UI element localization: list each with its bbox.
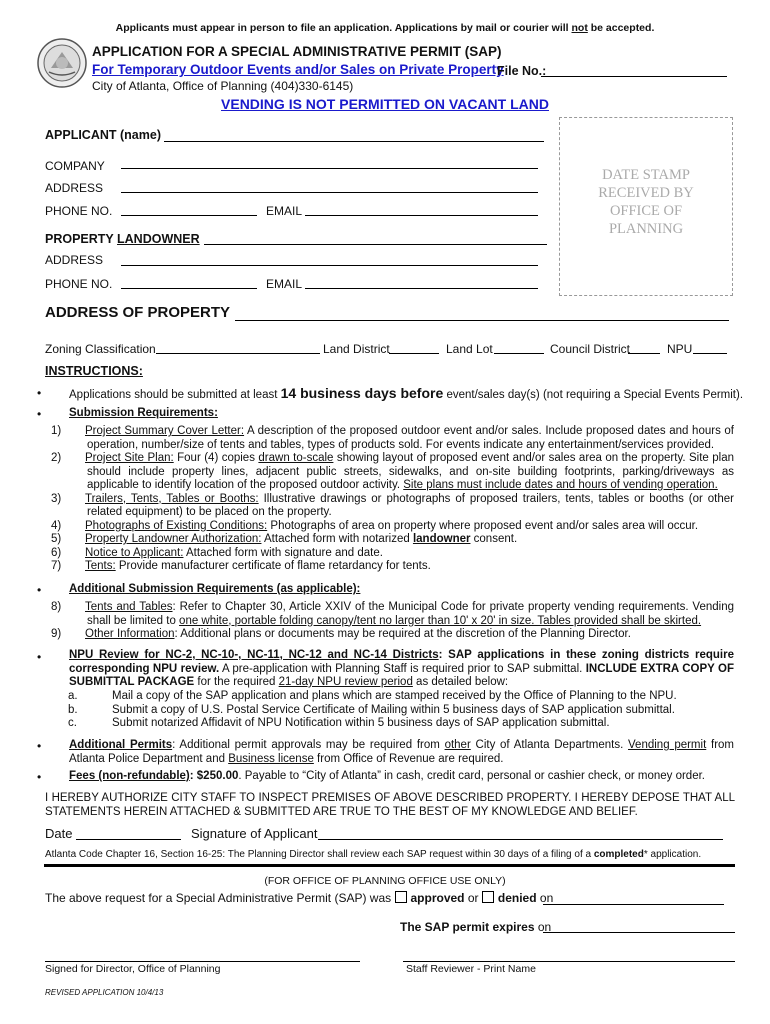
- zoning-field[interactable]: [156, 353, 320, 354]
- signature-field[interactable]: [318, 839, 723, 840]
- council-district-label: Council District: [550, 342, 631, 356]
- revision-note: REVISED APPLICATION 10/4/13: [45, 988, 164, 997]
- landowner-phone-field[interactable]: [121, 288, 257, 289]
- submission-requirements-heading: Submission Requirements:: [69, 407, 218, 419]
- list-item: c. Submit notarized Affidavit of NPU Notification within 5 business days of SAP application submittal.: [68, 717, 610, 729]
- landowner-phone-label: PHONE NO.: [45, 277, 113, 291]
- decision-line: The above request for a Special Administrative Permit (SAP) was approved or denied on: [45, 891, 554, 905]
- landowner-email-label: EMAIL: [266, 277, 303, 291]
- landowner-email-field[interactable]: [305, 288, 538, 289]
- council-district-field[interactable]: [628, 353, 660, 354]
- bullet-icon: •: [37, 407, 42, 421]
- land-district-label: Land District: [323, 342, 390, 356]
- property-address-field[interactable]: [235, 320, 729, 321]
- form-subtitle: For Temporary Outdoor Events and/or Sales on Private Property: [92, 62, 504, 77]
- landowner-name-field[interactable]: [204, 244, 547, 245]
- office-contact: City of Atlanta, Office of Planning (404)330-6145): [92, 79, 354, 93]
- zoning-label: Zoning Classification: [45, 342, 156, 356]
- list-item: a. Mail a copy of the SAP application and plans which are stamped received by the Office of Planning to the NPU.: [68, 690, 677, 702]
- date-stamp-box: [559, 117, 733, 296]
- denied-checkbox[interactable]: [482, 891, 494, 903]
- staff-reviewer-label: Staff Reviewer - Print Name: [406, 963, 536, 975]
- company-field[interactable]: [121, 168, 538, 169]
- applicant-phone-label: PHONE NO.: [45, 204, 113, 218]
- npu-steps-list: [68, 690, 730, 731]
- bullet-icon: •: [37, 583, 42, 597]
- landowner-address-field[interactable]: [121, 265, 538, 266]
- additional-requirements-heading: Additional Submission Requirements (as applicable):: [69, 583, 361, 595]
- code-note: Atlanta Code Chapter 16, Section 16-25: The Planning Director shall review each SAP request within 30 days of a filing of a completed* application.: [45, 849, 702, 860]
- form-title: APPLICATION FOR A SPECIAL ADMINISTRATIVE PERMIT (SAP): [92, 44, 502, 59]
- submission-requirements-list: [51, 425, 734, 574]
- stamp-line: RECEIVED BY: [598, 185, 694, 201]
- fees-text: Fees (non-refundable): $250.00. Payable to “City of Atlanta” in cash, credit card, personal or cashier check, or money order.: [69, 770, 705, 782]
- npu-label: NPU: [667, 342, 693, 356]
- list-item: 3) Trailers, Tents, Tables or Booths: Illustrative drawings or photographs of proposed trailers, tents, tables or booths (or other related equipment) to be placed on the property.: [51, 492, 734, 518]
- npu-field[interactable]: [693, 353, 727, 354]
- instruction-deadline: Applications should be submitted at least 14 business days before event/sales day(s) (not requiring a Special Events Permit).: [69, 385, 744, 401]
- applicant-email-label: EMAIL: [266, 204, 303, 218]
- stamp-line: OFFICE OF: [609, 203, 683, 219]
- npu-review-text: NPU Review for NC-2, NC-10-, NC-11, NC-12 and NC-14 Districts: SAP applications in these zoning districts require corresponding NPU review. A pre-application with Planning Staff is required prior to SAP submittal. INCLUDE EXTRA COPY OF SUBMITTAL PACKAGE for the required 21-day NPU review period as detailed below:: [69, 649, 735, 688]
- decision-date-field[interactable]: [543, 904, 724, 905]
- applicant-name-field[interactable]: [164, 141, 544, 142]
- applicant-email-field[interactable]: [305, 215, 538, 216]
- list-item: 5) Property Landowner Authorization: Attached form with notarized landowner consent.: [51, 533, 518, 545]
- bullet-icon: •: [37, 739, 42, 753]
- landowner-label: PROPERTY LANDOWNER: [45, 232, 200, 246]
- section-divider: [44, 864, 735, 867]
- authorization-statement: I HEREBY AUTHORIZE CITY STAFF TO INSPECT PREMISES OF ABOVE DESCRIBED PROPERTY. I HEREBY DEPOSE THAT ALL STATEMENTS HEREIN ATTACHED & SUBMITTED ARE TRUE TO THE BEST OF MY KNOWLEDGE AND BELIEF.: [45, 792, 735, 818]
- staff-reviewer-field[interactable]: [403, 961, 735, 962]
- office-use-heading: (FOR OFFICE OF PLANNING OFFICE USE ONLY): [264, 875, 506, 887]
- file-no-label: File No.:: [497, 64, 547, 78]
- applicant-address-label: ADDRESS: [45, 181, 104, 195]
- signature-label: Signature of Applicant: [191, 826, 318, 841]
- additional-requirements-list: [51, 601, 734, 642]
- date-label: Date: [45, 826, 73, 841]
- submission-notice: Applicants must appear in person to file an application. Applications by mail or courier will not be accepted.: [115, 22, 655, 34]
- vending-notice: VENDING IS NOT PERMITTED ON VACANT LAND: [221, 96, 549, 112]
- list-item: 2) Project Site Plan: Four (4) copies drawn to-scale showing layout of proposed event and/or sales area on the property. Site plan should include property lines, adjacent public streets, sidewalks, and on-site building footprints, parking/driveways as applicable to identify location of the proposed outdoor activity. Site plans must include dates and hours of vending operation.: [51, 452, 734, 491]
- list-item: 4) Photographs of Existing Conditions: Photographs of area on property where proposed event and/or sales area will occur.: [51, 519, 699, 532]
- list-item: 6) Notice to Applicant: Attached form with signature and date.: [51, 546, 383, 559]
- director-signature-field[interactable]: [45, 961, 360, 962]
- land-district-field[interactable]: [389, 353, 439, 354]
- list-item: 7) Tents: Provide manufacturer certificate of flame retardancy for tents.: [51, 560, 431, 572]
- company-label: COMPANY: [45, 159, 105, 173]
- bullet-icon: •: [37, 386, 42, 400]
- city-seal-icon: [37, 38, 87, 88]
- expires-label: The SAP permit expires on: [400, 920, 552, 934]
- list-item: 9) Other Information: Additional plans or documents may be required at the discretion of the Planning Director.: [51, 628, 631, 640]
- property-address-label: ADDRESS OF PROPERTY: [45, 304, 231, 321]
- landowner-address-label: ADDRESS: [45, 253, 104, 267]
- expires-date-field[interactable]: [543, 932, 735, 933]
- stamp-line: PLANNING: [608, 221, 684, 237]
- applicant-name-label: APPLICANT (name): [45, 128, 161, 142]
- additional-permits-text: Additional Permits: Additional permit approvals may be required from other City of Atlanta Departments. Vending permit from Atlanta Police Department and Business license from Office of Revenue are required.: [69, 739, 734, 765]
- list-item: 8) Tents and Tables: Refer to Chapter 30, Article XXIV of the Municipal Code for private property vending requirements. Vending shall be limited to one white, portable folding canopy/tent no larger than 10' x 20' in size. Tables provided shall be skirted.: [51, 601, 734, 627]
- bullet-icon: •: [37, 770, 42, 784]
- bullet-icon: •: [37, 650, 42, 664]
- date-field[interactable]: [76, 839, 181, 840]
- applicant-phone-field[interactable]: [121, 215, 257, 216]
- file-no-field[interactable]: [541, 76, 727, 77]
- land-lot-label: Land Lot: [446, 342, 493, 356]
- approved-checkbox[interactable]: [395, 891, 407, 903]
- list-item: b. Submit a copy of U.S. Postal Service Certificate of Mailing within 5 business days of SAP application submittal.: [68, 703, 675, 716]
- stamp-line: DATE STAMP: [602, 167, 690, 183]
- land-lot-field[interactable]: [494, 353, 544, 354]
- applicant-address-field[interactable]: [121, 192, 538, 193]
- list-item: 1) Project Summary Cover Letter: A description of the proposed outdoor event and/or sales. Include proposed dates and hours of operation, number/size of tents and tables, types of products sold. For events indicate any entertainment/services provided.: [51, 425, 734, 451]
- director-signature-label: Signed for Director, Office of Planning: [45, 963, 221, 975]
- instructions-heading: INSTRUCTIONS:: [45, 364, 143, 378]
